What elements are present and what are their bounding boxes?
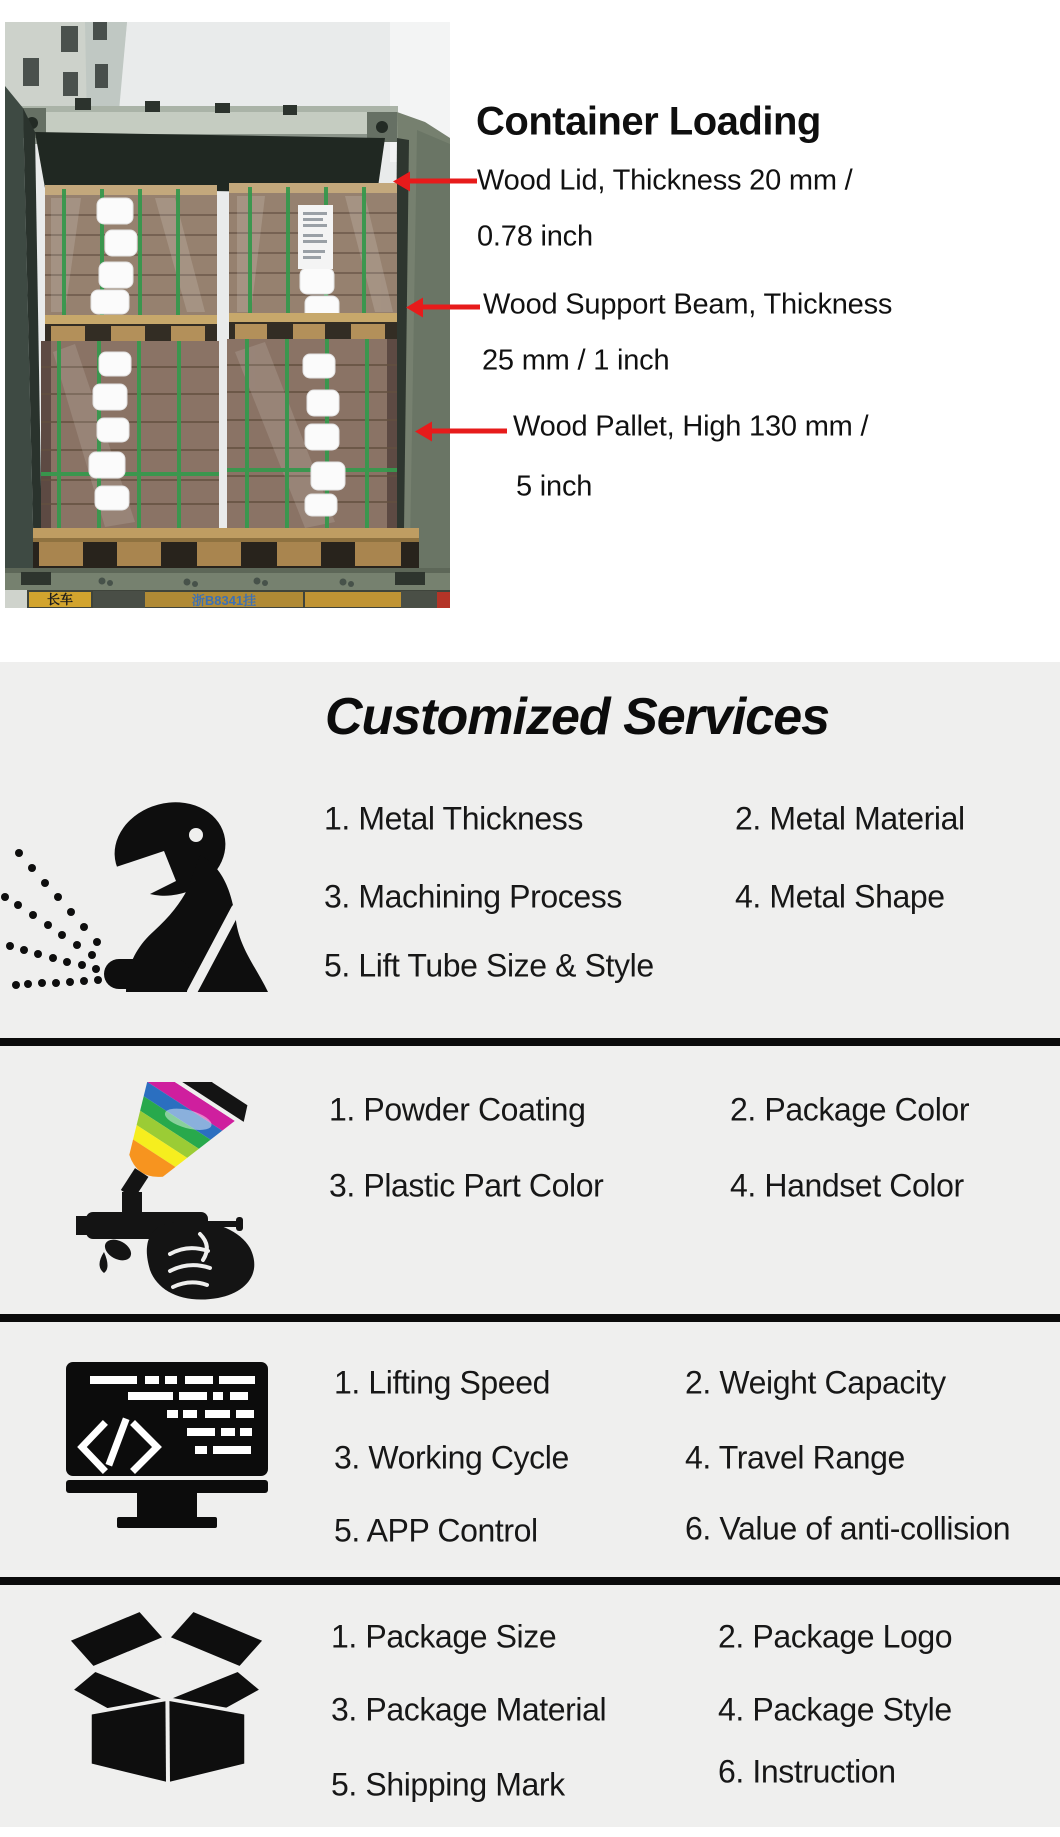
- plate-center-text: 浙B8341挂: [191, 593, 257, 608]
- container-loading-photo: [5, 22, 450, 608]
- service-item: 1. Powder Coating: [329, 1091, 586, 1128]
- arrow-wood-lid: [410, 179, 477, 184]
- service-item: 5. APP Control: [334, 1512, 538, 1549]
- divider-3: [0, 1577, 1060, 1585]
- service-item: 6. Instruction: [718, 1753, 896, 1790]
- divider-1: [0, 1038, 1060, 1046]
- service-item: 2. Package Color: [730, 1091, 970, 1128]
- service-item: 6. Value of anti-collision: [685, 1510, 1011, 1547]
- service-item: 5. Lift Tube Size & Style: [324, 947, 654, 984]
- service-item: 2. Package Logo: [718, 1618, 953, 1655]
- service-item: 5. Shipping Mark: [331, 1766, 565, 1803]
- annotation-wood-lid-line2: 0.78 inch: [477, 220, 593, 253]
- divider-2: [0, 1314, 1060, 1322]
- monitor: [66, 1362, 268, 1528]
- arrow-support-beam: [423, 305, 480, 310]
- annotation-wood-pallet-line1: Wood Pallet, High 130 mm /: [513, 410, 869, 443]
- service-item: 2. Weight Capacity: [685, 1364, 946, 1401]
- annotation-support-beam-line2: 25 mm / 1 inch: [482, 344, 670, 377]
- hand: [147, 1221, 254, 1300]
- service-item: 3. Package Material: [331, 1691, 607, 1728]
- code-monitor-icon: [62, 1356, 274, 1534]
- annotation-wood-pallet-line2: 5 inch: [516, 470, 593, 503]
- service-item: 3. Plastic Part Color: [329, 1167, 604, 1204]
- container-loading-title: Container Loading: [476, 99, 821, 144]
- services-title: Customized Services: [324, 688, 830, 746]
- service-item: 1. Metal Thickness: [324, 800, 583, 837]
- truck-bed: [5, 568, 450, 590]
- welder-silhouette: [104, 797, 268, 992]
- service-item: 4. Travel Range: [685, 1439, 905, 1476]
- service-item: 4. Package Style: [718, 1691, 952, 1728]
- packing-label: [298, 205, 333, 269]
- arrow-wood-pallet: [432, 429, 507, 434]
- service-item: 3. Working Cycle: [334, 1439, 569, 1476]
- lower-pallet-stacks: [41, 339, 397, 528]
- service-item: 3. Machining Process: [324, 878, 622, 915]
- package-box-icon: [60, 1595, 272, 1797]
- service-item: 4. Metal Shape: [735, 878, 945, 915]
- service-item: 1. Package Size: [331, 1618, 557, 1655]
- container-loading-section: [0, 0, 1060, 662]
- spray-gun-icon: [76, 1082, 281, 1302]
- bottom-wood-pallet: [33, 528, 419, 568]
- annotation-wood-lid-line1: Wood Lid, Thickness 20 mm /: [477, 164, 853, 197]
- plate-left-text: 长车: [46, 592, 74, 607]
- service-item: 4. Handset Color: [730, 1167, 964, 1204]
- service-item: 1. Lifting Speed: [334, 1364, 550, 1401]
- welder-icon: [0, 797, 300, 992]
- paint-cup: [79, 1082, 259, 1226]
- service-item: 2. Metal Material: [735, 800, 965, 837]
- annotation-support-beam-line1: Wood Support Beam, Thickness: [483, 288, 893, 321]
- welding-sparks: [1, 849, 102, 989]
- truck-bumper: [5, 590, 450, 608]
